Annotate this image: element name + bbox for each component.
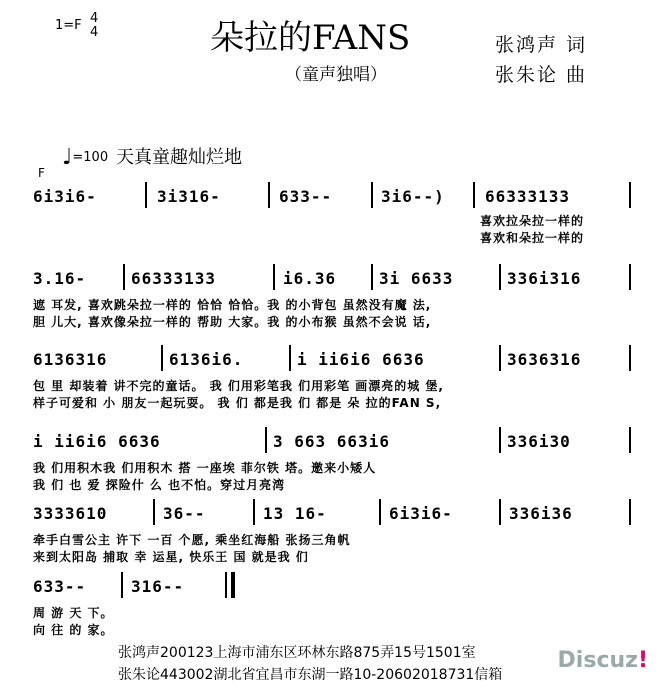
key-signature: 1=F (55, 18, 82, 33)
measure: 13 16- (263, 504, 327, 523)
barline (629, 345, 631, 371)
lyrics-verse-2: 向 往 的 家。 (33, 623, 114, 637)
barline (123, 264, 125, 290)
staff-system-5 (33, 497, 632, 531)
composer-address: 张朱论443002湖北省宜昌市东湖一路10-20602018731信箱 (118, 667, 503, 683)
expression-marking: 天真童趣灿烂地 (116, 147, 242, 168)
measure: 3636316 (507, 350, 582, 369)
lyrics-verse-2: 胆 儿大, 喜欢像朵拉一样的 帮助 大家。我 的小布猴 虽然不会说 话, (33, 315, 432, 329)
lyrics-verse-1: 遮 耳发, 喜欢跳朵拉一样的 恰恰 恰恰。我 的小背包 虽然没有魔 法, (33, 298, 432, 312)
barline (265, 427, 267, 453)
measure: 336i36 (509, 504, 573, 523)
composer-credit: 张朱论 曲 (495, 64, 588, 86)
lyrics-verse-2: 样子可爱和 小 朋友一起玩耍。 我 们 都是我 们 都是 朵 拉的FAN S, (33, 396, 442, 410)
barline (499, 264, 501, 290)
quarter-note-icon: ♩ (62, 145, 73, 170)
barline (629, 427, 631, 453)
barline (371, 182, 373, 208)
staff-system-4 (33, 425, 632, 459)
measure: 36-- (163, 504, 206, 523)
time-signature (90, 12, 98, 40)
barline (161, 345, 163, 371)
measure: 336i316 (507, 269, 582, 288)
lyrics-verse-1: 包 里 却装着 讲不完的童话。 我 们用彩笔我 们用彩笔 画漂亮的城 堡, (33, 379, 444, 393)
measure: i ii6i6 6636 (297, 350, 425, 369)
barline (629, 182, 631, 208)
staff-system-6 (33, 570, 263, 604)
measure: 633-- (279, 187, 333, 206)
lyrics-verse-1: 我 们用积木我 们用积木 搭 一座埃 菲尔铁 塔。邀来小矮人 (33, 461, 377, 475)
barline (629, 499, 631, 525)
measure: i ii6i6 6636 (33, 432, 161, 451)
measure: 3i 6633 (379, 269, 454, 288)
tempo-bpm: =100 (72, 150, 109, 165)
barline (273, 264, 275, 290)
barline (379, 499, 381, 525)
barline (473, 182, 475, 208)
final-barline-thick (231, 572, 235, 598)
measure: 66333133 (131, 269, 217, 288)
song-subtitle: （童声独唱） (285, 65, 387, 85)
staff-system-2 (33, 262, 632, 296)
song-title: 朵拉的FANS (210, 18, 411, 58)
time-signature-top: 4 (90, 11, 99, 26)
barline (289, 345, 291, 371)
measure: 6136i6. (169, 350, 244, 369)
barline (121, 572, 123, 598)
lyrics-verse-2: 来到太阳岛 捕取 幸 运星, 快乐王 国 就是我 们 (33, 550, 309, 564)
barline (499, 499, 501, 525)
measure: 3i6--) (381, 187, 445, 206)
measure: 3.16- (33, 269, 87, 288)
measure: 3 663 663i6 (273, 432, 390, 451)
measure: 3333610 (33, 504, 108, 523)
barline (499, 345, 501, 371)
measure: 6i3i6- (389, 504, 453, 523)
barline (145, 182, 147, 208)
lyrics-verse-1: 周 游 天 下。 (33, 606, 114, 620)
measure: 6136316 (33, 350, 108, 369)
lyricist-address: 张鸿声200123上海市浦东区环林东路875弄15号1501室 (118, 645, 476, 661)
staff-system-3 (33, 343, 632, 377)
measure: 633-- (33, 577, 87, 596)
barline (371, 264, 373, 290)
barline (499, 427, 501, 453)
watermark-logo: Discuz! (557, 648, 648, 673)
final-barline-thin (225, 572, 227, 598)
lyrics-verse-2: 我 们 也 爱 探险什 么 也不怕。穿过月亮湾 (33, 478, 286, 492)
lyrics-verse-2: 喜欢和朵拉一样的 (480, 231, 585, 245)
barline (268, 182, 270, 208)
tempo-marking (62, 145, 108, 170)
measure: 6i3i6- (33, 187, 97, 206)
barline (629, 264, 631, 290)
lyrics-verse-1: 喜欢拉朵拉一样的 (480, 214, 585, 228)
forte-marking: F (38, 166, 45, 180)
lyrics-verse-1: 牵手白雪公主 许下 一百 个愿, 乘坐红海船 张扬三角帆 (33, 533, 351, 547)
measure: 336i30 (507, 432, 571, 451)
barline (253, 499, 255, 525)
staff-system-1 (33, 180, 632, 214)
measure: i6.36 (283, 269, 337, 288)
lyricist-credit: 张鸿声 词 (495, 34, 588, 56)
barline (153, 499, 155, 525)
measure: 316-- (131, 577, 185, 596)
measure: 66333133 (485, 187, 571, 206)
time-signature-bottom: 4 (90, 25, 99, 40)
measure: 3i316- (157, 187, 221, 206)
